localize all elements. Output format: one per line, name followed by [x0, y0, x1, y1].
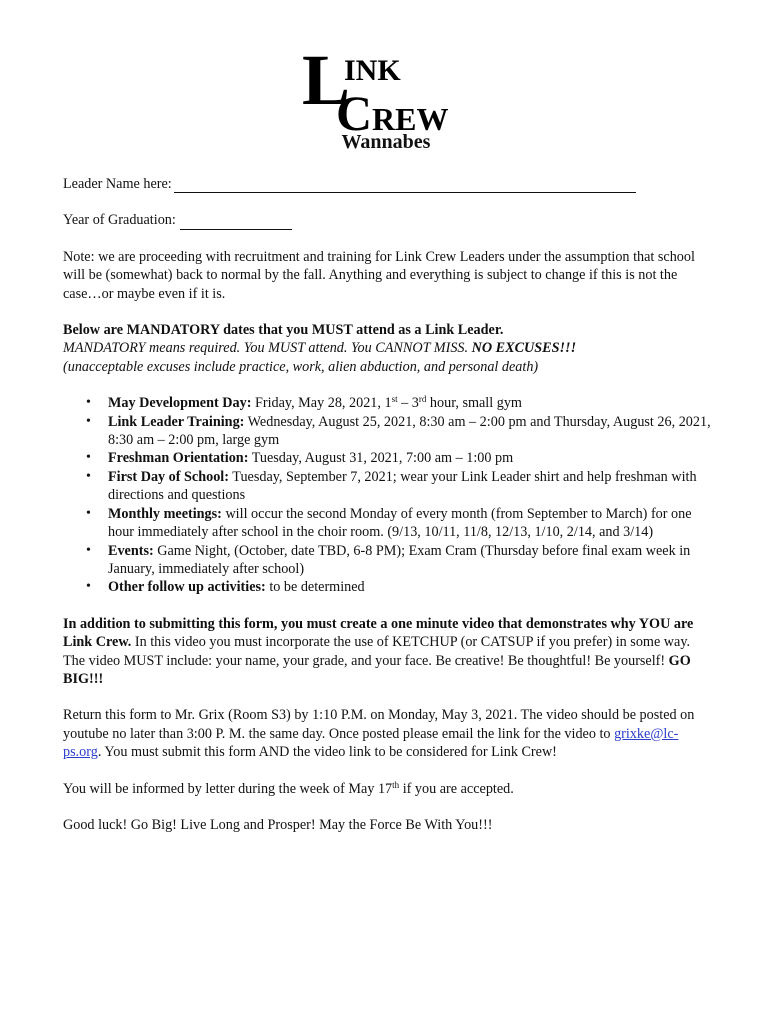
date-label: Link Leader Training:: [108, 413, 245, 430]
mandatory-dates-list: [63, 394, 713, 596]
logo-letter-l: L: [302, 44, 351, 120]
logo-word-ink: INK: [344, 54, 401, 87]
date-label: May Development Day:: [108, 395, 252, 412]
ordinal-suffix: th: [392, 779, 400, 790]
leader-name-label: Leader Name here:: [63, 176, 172, 192]
list-item: [108, 449, 713, 467]
link-crew-logo-graphic: [300, 44, 472, 134]
go-big-text: GO BIG!!!: [63, 652, 691, 687]
logo-letter-c: C: [336, 85, 373, 134]
link-crew-logo: [300, 44, 472, 134]
return-text: Return this form to Mr. Grix (Room S3) by 1:10 P.M. on Monday, May 3, 2021. The video should be posted on youtube no later than 3:00 P. M. the same day. Once posted please email the link for the video to: [63, 707, 695, 742]
date-text: Wednesday, August 25, 2021, 8:30 am – 2:00 pm and Thursday, August 26, 2021, 8:30 am – 2:00 pm, large gym: [108, 413, 711, 449]
date-label: Monthly meetings:: [108, 505, 222, 522]
video-intro: In addition to submitting this form, you must create a one minute video that demonstrates why YOU are Link Crew.: [63, 615, 694, 651]
date-text: will occur the second Monday of every month (from September to March) for one hour immediately after school in the choir room. (9/13, 10/11, 11/8, 12/13, 1/10, 2/14, and 3/14): [108, 505, 692, 541]
date-label: Events:: [108, 542, 154, 559]
list-item: [108, 394, 713, 412]
informed-text: You will be informed by letter during the week of May 17: [63, 780, 393, 797]
date-text: Friday, May 28, 2021, 1: [251, 395, 392, 412]
list-item: [108, 542, 713, 579]
date-text: Tuesday, August 31, 2021, 7:00 am – 1:00 pm: [248, 450, 514, 467]
leader-name-field: [63, 175, 713, 193]
email-link[interactable]: grixke@lc-ps.org: [63, 725, 679, 761]
goodbye-paragraph: Good luck! Go Big! Live Long and Prosper! May the Force Be With You!!!: [63, 816, 493, 833]
list-item: [108, 468, 713, 505]
unacceptable-excuses: (unacceptable excuses include practice, work, alien abduction, and personal death): [63, 358, 539, 375]
logo-word-rew: REW: [372, 101, 449, 134]
no-excuses-text: NO EXCUSES!!!: [471, 340, 577, 357]
date-label: Freshman Orientation:: [108, 450, 249, 467]
note-paragraph: Note: we are proceeding with recruitment and training for Link Crew Leaders under the assumption that school will be (somewhat) back to normal by the fall. Anything and everything is subject to change if this is not the case…or maybe even if it is.: [63, 248, 695, 302]
graduation-year-field: [63, 211, 713, 229]
video-paragraph: [63, 615, 713, 689]
date-text: hour, small gym: [426, 395, 522, 412]
leader-name-blank[interactable]: [174, 178, 636, 193]
graduation-year-blank[interactable]: [180, 215, 292, 230]
return-text: . You must submit this form AND the video link to be considered for Link Crew!: [97, 744, 557, 761]
informed-paragraph: [63, 780, 713, 798]
mandatory-heading: Below are MANDATORY dates that you MUST attend as a Link Leader.: [63, 322, 504, 339]
list-item: [108, 413, 713, 450]
ordinal-suffix: st: [391, 394, 398, 405]
mandatory-line: [63, 339, 713, 357]
date-text: Game Night, (October, date TBD, 6-8 PM); Exam Cram (Thursday before final exam week in January, immediately after school): [108, 542, 691, 577]
date-text: Tuesday, September 7, 2021; wear your Link Leader shirt and help freshman with directions and questions: [108, 468, 697, 504]
return-paragraph: [63, 706, 713, 761]
list-item: [108, 505, 713, 542]
video-body: In this video you must incorporate the use of KETCHUP (or CATSUP if you prefer) in some way. The video MUST include: your name, your grade, and your face. Be creative! Be thoughtful! Be yourself!: [63, 634, 691, 669]
date-label: First Day of School:: [108, 468, 229, 485]
letter-body: [63, 175, 713, 834]
list-item: [108, 578, 713, 596]
date-label: Other follow up activities:: [108, 579, 266, 596]
graduation-year-label: Year of Graduation:: [63, 212, 176, 229]
mandatory-text: MANDATORY means required. You MUST attend. You CANNOT MISS.: [63, 340, 472, 357]
date-text: – 3: [397, 395, 419, 412]
logo-subtitle: Wannabes: [341, 131, 431, 153]
informed-text: if you are accepted.: [399, 780, 514, 797]
ordinal-suffix: rd: [418, 394, 427, 405]
date-text: to be determined: [265, 579, 365, 596]
